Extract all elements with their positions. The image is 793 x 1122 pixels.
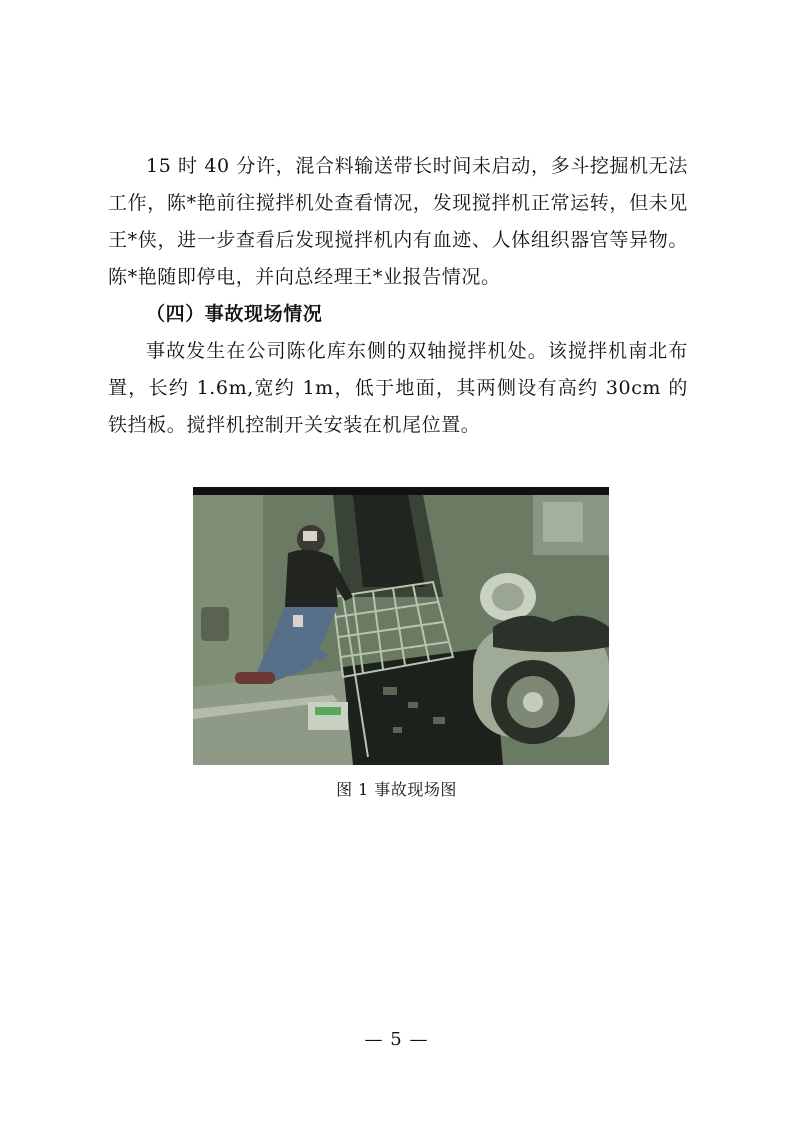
accident-scene-photo [193,487,609,765]
section-heading-scene: （四）事故现场情况 [146,303,323,325]
page-number: — 5 — [364,1029,429,1050]
paragraph-scene-description: 事故发生在公司陈化库东侧的双轴搅拌机处。该搅拌机南北布置，长约 1.6m,宽约 1m，低于地面，其两侧设有高约 30cm 的铁挡板。搅拌机控制开关安装在机尾位置。 [108,340,688,436]
accident-scene-illustration [193,487,609,765]
paragraph-incident-discovery: 15 时 40 分许，混合料输送带长时间未启动，多斗挖掘机无法工作，陈*艳前往搅拌机处查看情况，发现搅拌机正常运转，但未见王*侠，进一步查看后发现搅拌机内有血迹、人体组织器官等异物。陈*艳随即停电，并向总经理王*业报告情况。 [108,155,688,288]
figure-caption: 图 1 事故现场图 [336,780,457,799]
body-text [108,148,688,444]
